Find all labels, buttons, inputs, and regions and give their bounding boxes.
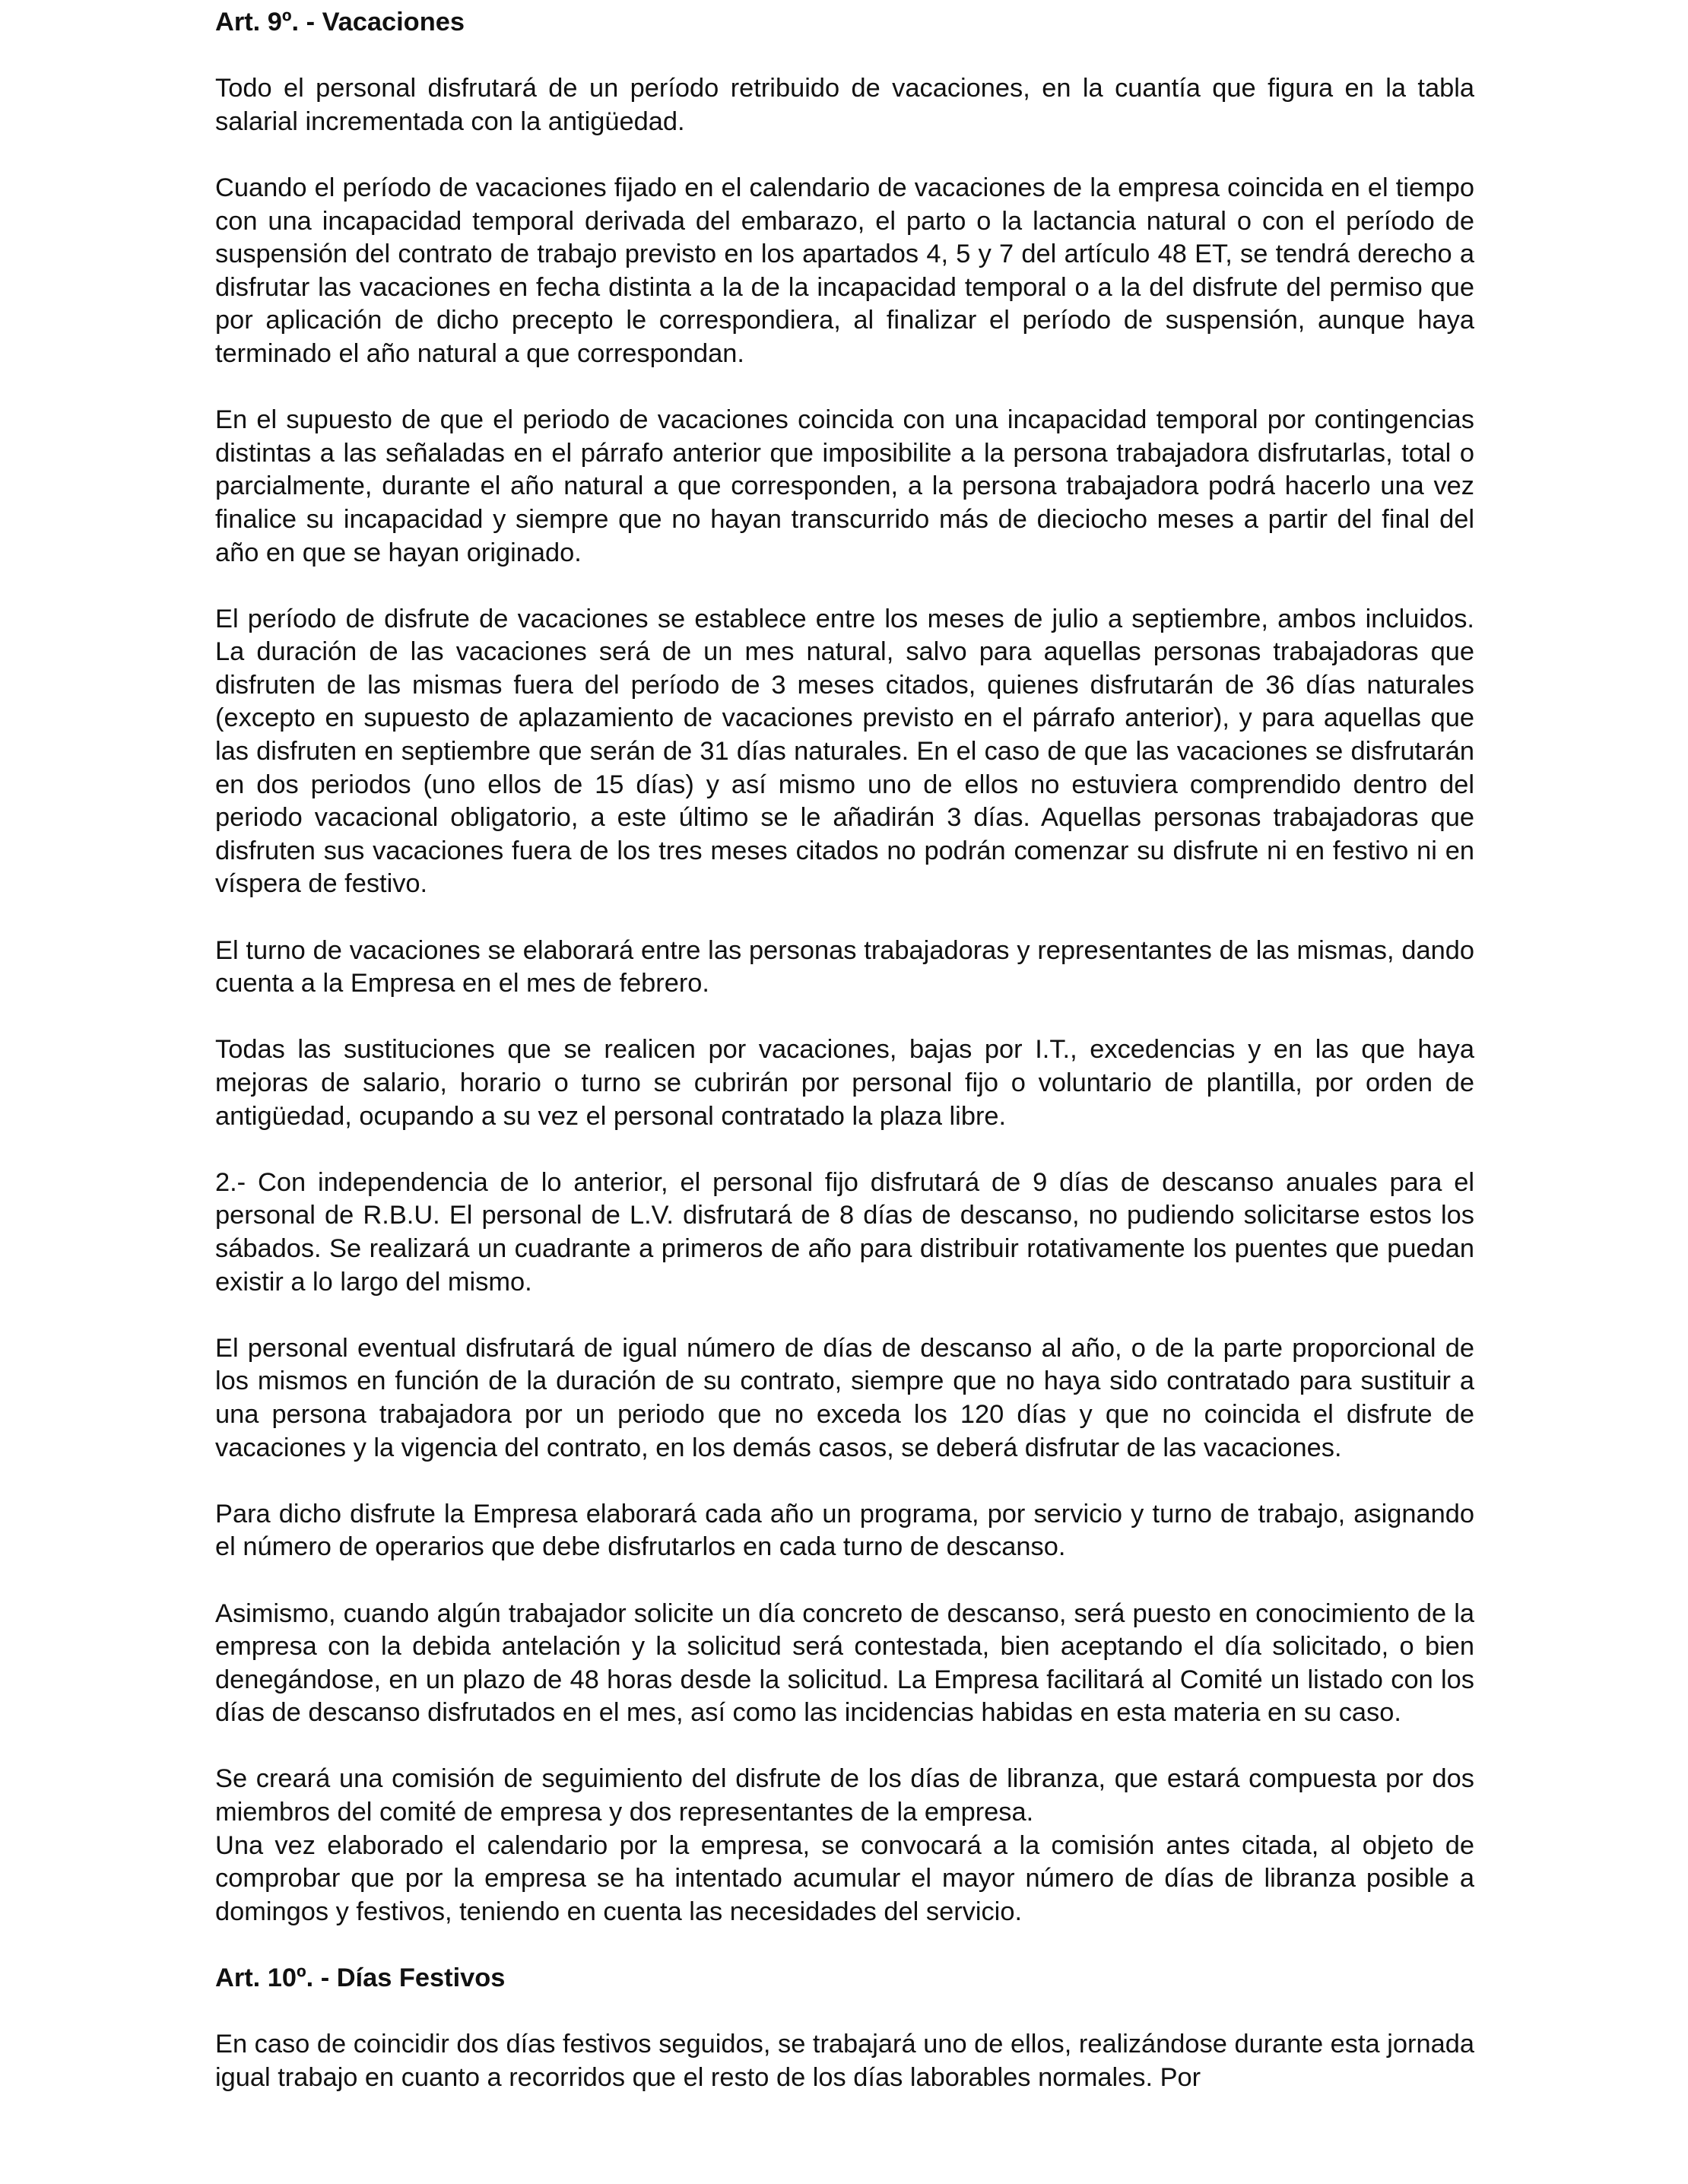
article-9-paragraph: El personal eventual disfrutará de igual número de días de descanso al año, o de la parte proporcional de los mismos en función de la duración de su contrato, siempre que no haya sido contratado para sustituir a una persona trabajadora por un periodo que no exceda los 120 días y que no coincida el disfrute de vacaciones y la vigencia del contrato, en los demás casos, se deberá disfrutar de las vacaciones.	[215, 1333, 1474, 1462]
document-page	[215, 6, 1474, 2094]
article-9-paragraph: El período de disfrute de vacaciones se establece entre los meses de julio a septiembre, ambos incluidos. La duración de las vacaciones será de un mes natural, salvo para aquellas personas trabajadoras que disfruten de las mismas fuera del período de 3 meses citados, quienes disfrutarán de 36 días naturales (excepto en supuesto de aplazamiento de vacaciones previsto en el párrafo anterior), y para aquellas que las disfruten en septiembre que serán de 31 días naturales. En el caso de que las vacaciones se disfrutarán en dos periodos (uno ellos de 15 días) y así mismo uno de ellos no estuviera comprendido dentro del periodo vacacional obligatorio, a este último se le añadirán 3 días. Aquellas personas trabajadoras que disfruten sus vacaciones fuera de los tres meses citados no podrán comenzar su disfrute ni en festivo ni en víspera de festivo.	[215, 604, 1474, 899]
article-9-heading: Art. 9º. - Vacaciones	[215, 8, 465, 37]
article-9-paragraph: Para dicho disfrute la Empresa elaborará cada año un programa, por servicio y turno de trabajo, asignando el número de operarios que debe disfrutarlos en cada turno de descanso.	[215, 1499, 1474, 1562]
article-9-paragraph: Se creará una comisión de seguimiento del disfrute de los días de libranza, que estará compuesta por dos miembros del comité de empresa y dos representantes de la empresa.	[215, 1764, 1474, 1827]
article-10-heading: Art. 10º. - Días Festivos	[215, 1963, 506, 1993]
article-9-paragraph: El turno de vacaciones se elaborará entre las personas trabajadoras y representantes de las mismas, dando cuenta a la Empresa en el mes de febrero.	[215, 935, 1474, 998]
article-9-paragraph: En el supuesto de que el periodo de vacaciones coincida con una incapacidad temporal por contingencias distintas a las señaladas en el párrafo anterior que imposibilite a la persona trabajadora disfrutarlas, total o parcialmente, durante el año natural a que corresponden, a la persona trabajadora podrá hacerlo una vez finalice su incapacidad y siempre que no hayan transcurrido más de dieciocho meses a partir del final del año en que se hayan originado.	[215, 405, 1474, 567]
article-9-paragraph: Cuando el período de vacaciones fijado en el calendario de vacaciones de la empresa coincida en el tiempo con una incapacidad temporal derivada del embarazo, el parto o la lactancia natural o con el período de suspensión del contrato de trabajo previsto en los apartados 4, 5 y 7 del artículo 48 ET, se tendrá derecho a disfrutar las vacaciones en fecha distinta a la de la incapacidad temporal o a la del disfrute del permiso que por aplicación de dicho precepto le correspondiera, al finalizar el período de suspensión, aunque haya terminado el año natural a que correspondan.	[215, 173, 1474, 368]
article-10-paragraph: En caso de coincidir dos días festivos seguidos, se trabajará uno de ellos, realizándose durante esta jornada igual trabajo en cuanto a recorridos que el resto de los días laborables normales. Por	[215, 2030, 1474, 2092]
article-9-paragraph: Asimismo, cuando algún trabajador solicite un día concreto de descanso, será puesto en conocimiento de la empresa con la debida antelación y la solicitud será contestada, bien aceptando el día solicitado, o bien denegándose, en un plazo de 48 horas desde la solicitud. La Empresa facilitará al Comité un listado con los días de descanso disfrutados en el mes, así como las incidencias habidas en esta materia en su caso.	[215, 1598, 1474, 1728]
article-9-paragraph: 2.- Con independencia de lo anterior, el personal fijo disfrutará de 9 días de descanso anuales para el personal de R.B.U. El personal de L.V. disfrutará de 8 días de descanso, no pudiendo solicitarse estos los sábados. Se realizará un cuadrante a primeros de año para distribuir rotativamente los puentes que puedan existir a lo largo del mismo.	[215, 1167, 1474, 1297]
article-9-paragraph: Todas las sustituciones que se realicen por vacaciones, bajas por I.T., excedencias y en las que haya mejoras de salario, horario o turno se cubrirán por personal fijo o voluntario de plantilla, por orden de antigüedad, ocupando a su vez el personal contratado la plaza libre.	[215, 1035, 1474, 1131]
article-9-paragraph: Todo el personal disfrutará de un período retribuido de vacaciones, en la cuantía que figura en la tabla salarial incrementada con la antigüedad.	[215, 74, 1474, 136]
article-9-paragraph: Una vez elaborado el calendario por la empresa, se convocará a la comisión antes citada, al objeto de comprobar que por la empresa se ha intentado acumular el mayor número de días de libranza posible a domingos y festivos, teniendo en cuenta las necesidades del servicio.	[215, 1830, 1474, 1926]
